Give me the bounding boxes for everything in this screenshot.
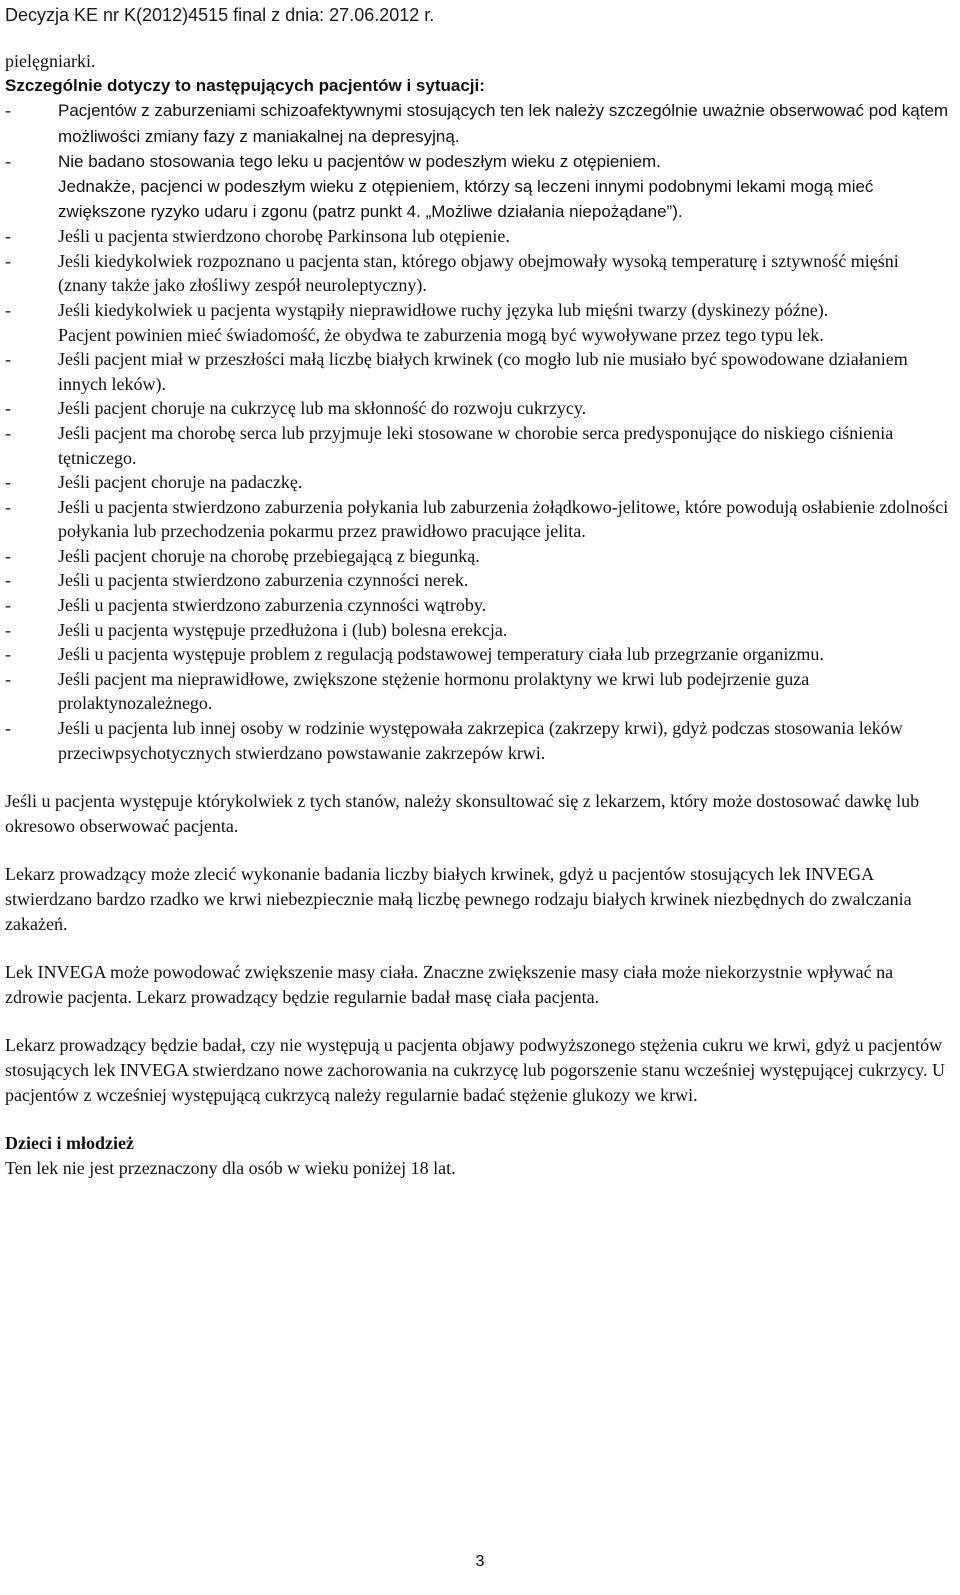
list-item — [5, 544, 950, 569]
list-item-text: Jeśli u pacjenta stwierdzono zaburzenia połykania lub zaburzenia żołądkowo-jelitowe, które powodują osłabienie zdolności połykania lub przechodzenia pokarmu przez prawidłowo pracujące jelita. — [58, 496, 949, 542]
list-dash: - — [5, 398, 11, 419]
list-item — [5, 618, 950, 643]
list-dash: - — [5, 668, 11, 689]
list-dash: - — [5, 349, 11, 370]
list-dash: - — [5, 570, 11, 591]
list-item-text: Jeśli u pacjenta lub innej osoby w rodzinie występowała zakrzepica (zakrzepy krwi), gdyż podczas stosowania leków przeciwpsychotycznych stwierdzano powstawanie zakrzepów krwi. — [58, 718, 903, 763]
paragraph-blood-sugar: Lekarz prowadzący będzie badał, czy nie występują u pacjenta objawy podwyższonego stężenia cukru we krwi, gdyż u pacjentów stosujących lek INVEGA stwierdzano nowe zachorowania na cukrzycę lub pogorszenie stanu wcześniej występującej cukrzycy. U pacjentów z wcześniej występującą cukrzycą należy regularnie badać stężenie glukozy we krwi. — [5, 1035, 945, 1105]
list-item — [5, 495, 950, 544]
list-item-text: Jeśli pacjent ma chorobę serca lub przyjmuje leki stosowane w chorobie serca predysponujące do niskiego ciśnienia tętniczego. — [58, 422, 894, 468]
children-text: Ten lek nie jest przeznaczony dla osób w wieku poniżej 18 lat. — [5, 1157, 456, 1178]
list-item — [5, 470, 950, 495]
list-dash: - — [5, 619, 11, 640]
list-item-text: Jeśli u pacjenta występuje przedłużona i (lub) bolesna erekcja. — [58, 619, 508, 640]
list-dash: - — [5, 151, 11, 172]
list-item — [5, 347, 950, 396]
list-item — [5, 149, 950, 224]
list-item — [5, 224, 950, 249]
list-dash: - — [5, 644, 11, 665]
list-item — [5, 98, 950, 149]
list-dash: - — [5, 496, 11, 517]
document-body — [5, 49, 950, 1180]
list-item — [5, 298, 950, 347]
list-item-continuation: Pacjent powinien mieć świadomość, że obydwa te zaburzenia mogą być wywoływane przez tego typu lek. — [58, 324, 824, 345]
paragraph-weight: Lek INVEGA może powodować zwiększenie masy ciała. Znaczne zwiększenie masy ciała może niekorzystnie wpływać na zdrowie pacjenta. Lekarz prowadzący będzie regularnie badał masę ciała pacjenta. — [5, 962, 894, 1007]
warning-list — [5, 98, 950, 765]
list-item-text: Jeśli u pacjenta występuje problem z regulacją podstawowej temperatury ciała lub przegrzanie organizmu. — [58, 644, 824, 665]
children-heading: Dzieci i młodzież — [5, 1133, 134, 1154]
document-header: Decyzja KE nr K(2012)4515 final z dnia: 27.06.2012 r. — [5, 5, 435, 25]
list-item — [5, 667, 950, 716]
list-dash: - — [5, 100, 11, 121]
list-item — [5, 249, 950, 298]
list-item-text: Nie badano stosowania tego leku u pacjentów w podeszłym wieku z otępieniem. — [58, 152, 661, 172]
list-dash: - — [5, 545, 11, 566]
list-dash: - — [5, 595, 11, 616]
list-item-text: Jeśli u pacjenta stwierdzono chorobę Parkinsona lub otępienie. — [58, 226, 510, 247]
list-dash: - — [5, 718, 11, 739]
list-item-text: Jeśli pacjent miał w przeszłości małą liczbę białych krwinek (co mogło lub nie musiało być spowodowane działaniem innych leków). — [58, 349, 908, 394]
continuation-text: pielęgniarki. — [5, 51, 96, 71]
list-item-continuation: Jednakże, pacjenci w podeszłym wieku z otępieniem, którzy są leczeni innymi podobnymi lekami mogą mieć zwiększone ryzyko udaru i zgonu (patrz punkt 4. „Możliwe działania niepożądane”). — [58, 176, 874, 221]
paragraph-white-cells: Lekarz prowadzący może zlecić wykonanie badania liczby białych krwinek, gdyż u pacjentów stosujących lek INVEGA stwierdzano bardzo rzadko we krwi niebezpiecznie małą liczbę pewnego rodzaju białych krwinek niezbędnych do zwalczania zakażeń. — [5, 864, 912, 934]
section-heading: Szczególnie dotyczy to następujących pacjentów i sytuacji: — [5, 75, 485, 95]
list-item-text: Pacjentów z zaburzeniami schizoafektywnymi stosujących ten lek należy szczególnie uważnie obserwować pod kątem możliwości zmiany fazy z maniakalnej na depresyjną. — [58, 101, 949, 146]
page-number: 3 — [475, 1553, 485, 1570]
list-item — [5, 396, 950, 421]
list-dash: - — [5, 472, 11, 493]
list-item — [5, 642, 950, 667]
list-item-text: Jeśli pacjent choruje na cukrzycę lub ma skłonność do rozwoju cukrzycy. — [58, 398, 587, 419]
list-item — [5, 593, 950, 618]
list-dash: - — [5, 250, 11, 271]
list-item — [5, 716, 950, 765]
list-dash: - — [5, 226, 11, 247]
list-item-text: Jeśli pacjent choruje na chorobę przebiegającą z biegunką. — [58, 545, 480, 566]
list-item-text: Jeśli kiedykolwiek rozpoznano u pacjenta stan, którego objawy obejmowały wysoką temperaturę i sztywność mięśni (znany także jako złośliwy zespół neuroleptyczny). — [58, 250, 899, 296]
list-item-text: Jeśli kiedykolwiek u pacjenta wystąpiły nieprawidłowe ruchy języka lub mięśni twarzy (dyskinezy późne). — [58, 299, 829, 320]
list-item-text: Jeśli u pacjenta stwierdzono zaburzenia czynności wątroby. — [58, 595, 487, 616]
paragraph-consult: Jeśli u pacjenta występuje którykolwiek z tych stanów, należy skonsultować się z lekarzem, który może dostosować dawkę lub okresowo obserwować pacjenta. — [5, 791, 920, 836]
list-dash: - — [5, 422, 11, 443]
list-item-text: Jeśli u pacjenta stwierdzono zaburzenia czynności nerek. — [58, 570, 469, 591]
list-item — [5, 421, 950, 470]
list-item-text: Jeśli pacjent ma nieprawidłowe, zwiększone stężenie hormonu prolaktyny we krwi lub podejrzenie guza prolaktynozależnego. — [58, 668, 810, 714]
list-item — [5, 568, 950, 593]
list-item-text: Jeśli pacjent choruje na padaczkę. — [58, 472, 303, 493]
list-dash: - — [5, 299, 11, 320]
